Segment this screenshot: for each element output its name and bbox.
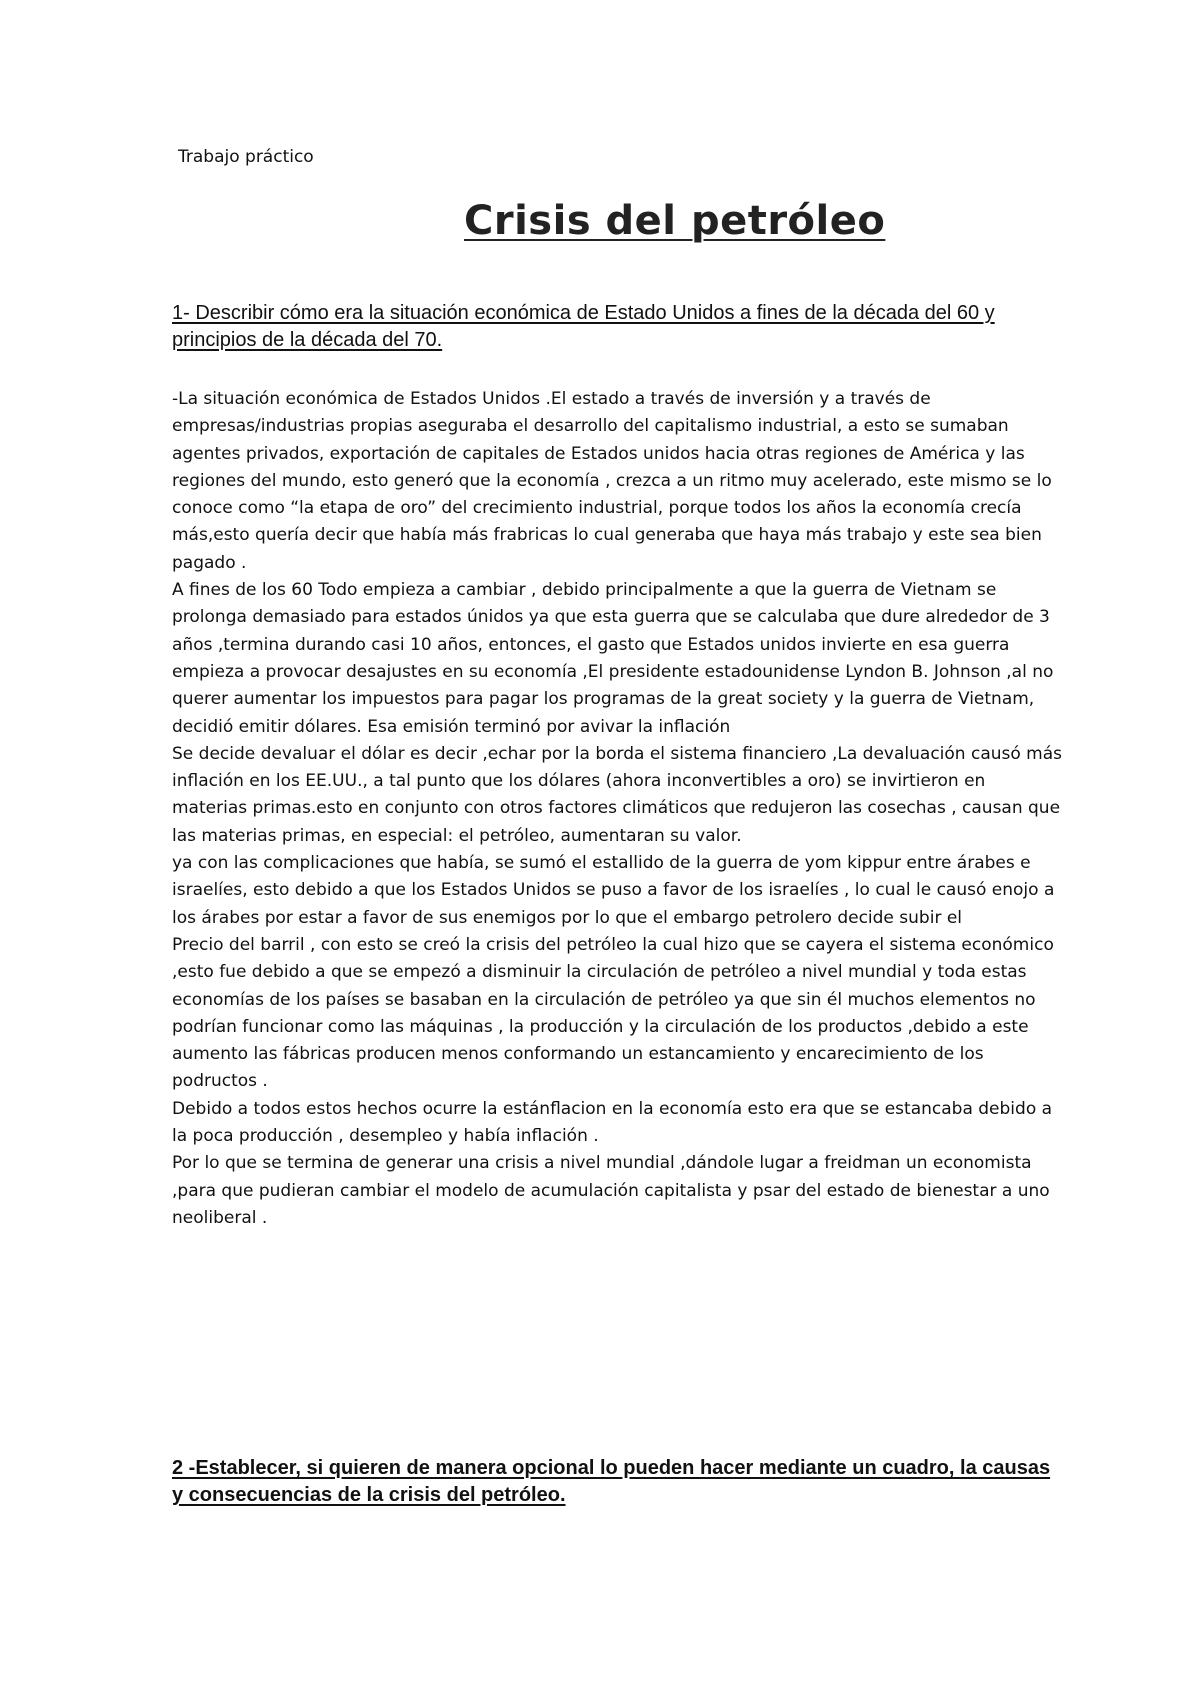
document-label: Trabajo práctico	[178, 147, 314, 167]
question-2: 2 -Establecer, si quieren de manera opcional lo pueden hacer mediante un cuadro, la causas y consecuencias de la crisis del petróleo.	[172, 1457, 1051, 1506]
question-1: 1- Describir cómo era la situación económica de Estado Unidos a fines de la década del 60 y principios de la década del 70.	[172, 302, 995, 351]
document-title: Crisis del petróleo	[464, 198, 886, 244]
answer-1: -La situación económica de Estados Unidos .El estado a través de inversión y a través de empresas/industrias propias aseguraba el desarrollo del capitalismo industrial, a esto se sumaban agentes privados, exportación de capitales de Estados unidos hacia otras regiones de América y las regiones del mundo, esto generó que la economía , crezca a un ritmo muy acelerado, este mismo se lo conoce como “la etapa de oro” del crecimiento industrial, porque todos los años la economía crecía más,esto quería decir que había más frabricas lo cual generaba que haya más trabajo y este sea bien pagado . A fines de los 60 Todo empieza a cambiar , debido principalmente a que la guerra de Vietnam se prolonga demasiado para estados únidos ya que esta guerra que se calculaba que dure alrededor de 3 años ,termina durando casi 10 años, entonces, el gasto que Estados unidos invierte en esa guerra empieza a provocar desajustes en su economía ,El presidente estadounidense Lyndon B. Johnson ,al no querer aumentar los impuestos para pagar los programas de la great society y la guerra de Vietnam, decidió emitir dólares. Esa emisión terminó por avivar la inflación Se decide devaluar el dólar es decir ,echar por la borda el sistema financiero ,La devaluación causó más inflación en los EE.UU., a tal punto que los dólares (ahora inconvertibles a oro) se invirtieron en materias primas.esto en conjunto con otros factores climáticos que redujeron las cosechas , causan que las materias primas, en especial: el petróleo, aumentaran su valor. ya con las complicaciones que había, se sumó el estallido de la guerra de yom kippur entre árabes e israelíes, esto debido a que los Estados Unidos se puso a favor de los israelíes , lo cual le causó enojo a los árabes por estar a favor de sus enemigos por lo que el embargo petrolero decide subir el Precio del barril , con esto se creó la crisis del petróleo la cual hizo que se cayera el sistema económico ,esto fue debido a que se empezó a disminuir la circulación de petróleo a nivel mundial y toda estas economías de los países se basaban en la circulación de petróleo ya que sin él muchos elementos no podrían funcionar como las máquinas , la producción y la circulación de los productos ,debido a este aumento las fábricas producen menos conformando un estancamiento y encarecimiento de los podructos . Debido a todos estos hechos ocurre la estánflacion en la economía esto era que se estancaba debido a la poca producción , desempleo y había inflación . Por lo que se termina de generar una crisis a nivel mundial ,dándole lugar a freidman un economista ,para que pudieran cambiar el modelo de acumulación capitalista y psar del estado de bienestar a uno neoliberal .	[172, 389, 1063, 1228]
